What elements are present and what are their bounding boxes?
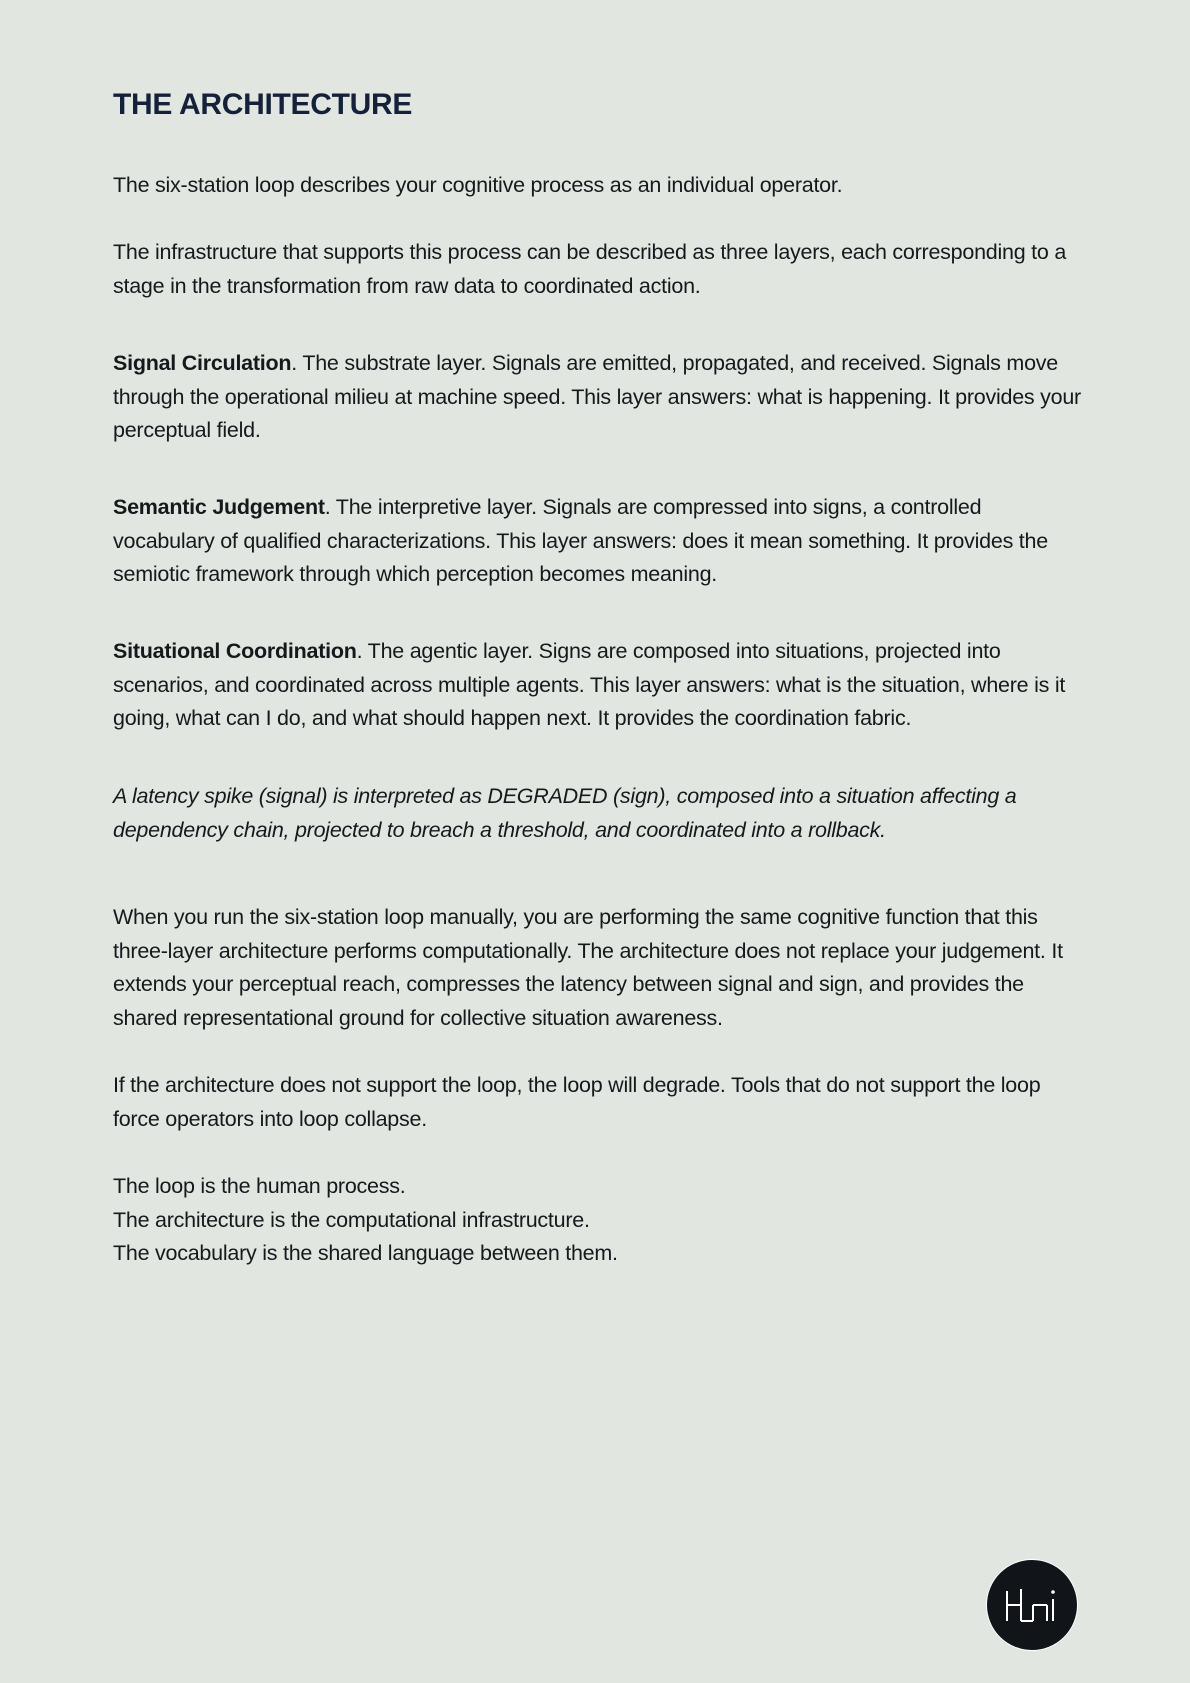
page-title: THE ARCHITECTURE (113, 88, 413, 121)
logo (986, 1559, 1078, 1651)
closing-line-1: The loop is the human process. (113, 1174, 406, 1198)
intro-paragraph-2: The infrastructure that supports this process can be described as three layers, each corresponding to a stage in the transformation from raw data to coordinated action. (113, 240, 1067, 298)
closing-line-3: The vocabulary is the shared language between them. (113, 1241, 618, 1265)
example-paragraph: A latency spike (signal) is interpreted as DEGRADED (sign), composed into a situation affecting a dependency chain, projected to breach a threshold, and coordinated into a rollback. (113, 784, 1017, 842)
layer-situational-coordination (113, 635, 1083, 736)
hli-monogram-icon (1003, 1585, 1061, 1625)
closing-line-2: The architecture is the computational infrastructure. (113, 1207, 590, 1232)
layer-name: Situational Coordination (113, 639, 357, 663)
layer-description: . The interpretive layer. Signals are compressed into signs, a controlled vocabulary of qualified characterizations. This layer answers: does it mean something. It provides the semiotic framework through which perception becomes meaning. (113, 495, 1048, 586)
intro-paragraph-1: The six-station loop describes your cognitive process as an individual operator. (113, 173, 843, 197)
layer-semantic-judgement (113, 491, 1083, 592)
closing-lines (113, 1170, 1083, 1271)
layer-description: . The agentic layer. Signs are composed into situations, projected into scenarios, and coordinated across multiple agents. This layer answers: what is the situation, where is it going, what can I do, and what should happen next. It provides the coordination fabric. (113, 639, 1066, 730)
layer-name: Semantic Judgement (113, 495, 325, 519)
body-paragraph-1: When you run the six-station loop manually, you are performing the same cognitive function that this three-layer architecture performs computationally. The architecture does not replace your judgement. It extends your perceptual reach, compresses the latency between signal and sign, and provides the shared representational ground for collective situation awareness. (113, 905, 1063, 1030)
body-paragraph-2: If the architecture does not support the loop, the loop will degrade. Tools that do not support the loop force operators into loop collapse. (113, 1073, 1041, 1131)
layer-signal-circulation (113, 347, 1083, 448)
layer-name: Signal Circulation (113, 351, 292, 375)
layer-description: . The substrate layer. Signals are emitted, propagated, and received. Signals move through the operational milieu at machine speed. This layer answers: what is happening. It provides your perceptual field. (113, 351, 1081, 442)
